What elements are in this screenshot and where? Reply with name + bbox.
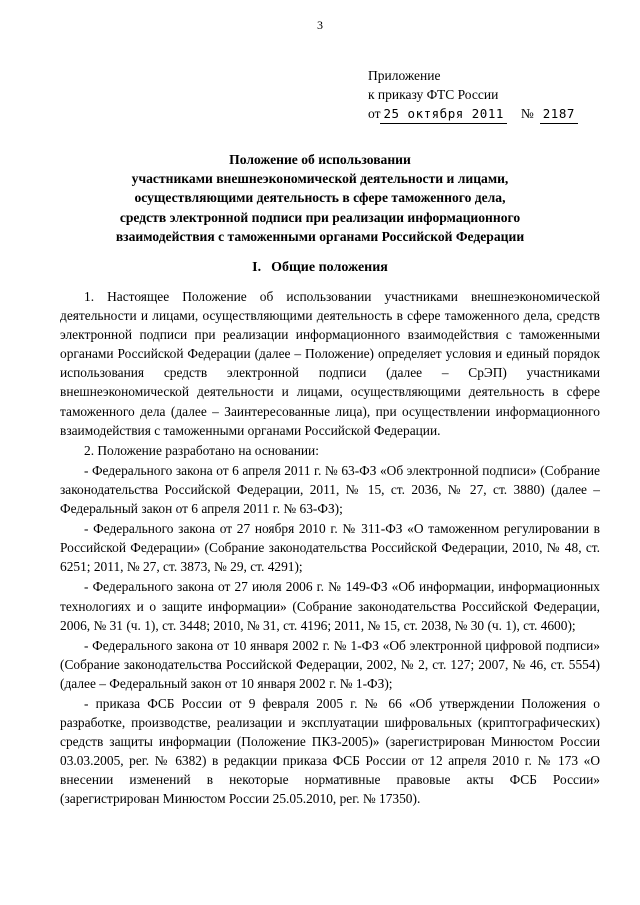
date-prefix: от: [368, 106, 381, 121]
title-line: осуществляющими деятельность в сфере таможенного дела,: [134, 190, 506, 206]
title-line: средств электронной подписи при реализации информационного: [119, 209, 521, 225]
list-item: - Федерального закона от 27 июля 2006 г. № 149-ФЗ «Об информации, информационных технологиях и о защите информации» (Собрание законодательства Российской Федерации, 2006, № 31 (ч. 1), ст. 3448; 2010, № 31, ст. 4196; 2011, № 15, ст. 2038, № 30 (ч. 1), ст. 4600);: [60, 579, 600, 633]
appendix-block: [368, 66, 578, 124]
section-title: Общие положения: [271, 260, 388, 275]
title-line: участниками внешнеэкономической деятельности и лицами,: [131, 171, 509, 187]
number-label: №: [520, 106, 534, 121]
page-number: 3: [317, 18, 323, 32]
order-number: 2187: [540, 104, 578, 124]
list-item: - Федерального закона от 6 апреля 2011 г. № 63-ФЗ «Об электронной подписи» (Собрание законодательства Российской Федерации, 2011, № 15, ст. 2036, № 27, ст. 3880) (далее – Федеральный закон от 6 апреля 2011 г. № 63-ФЗ);: [60, 462, 600, 517]
order-date: 25 октября 2011: [380, 104, 506, 124]
section-heading: [0, 260, 640, 276]
document-title: [80, 150, 560, 246]
paragraph: 2. Положение разработано на основании:: [84, 442, 319, 458]
body-text: [60, 287, 600, 809]
title-line: взаимодействия с таможенными органами Российской Федерации: [115, 228, 525, 244]
list-item: - Федерального закона от 27 ноября 2010 г. № 311-ФЗ «О таможенном регулировании в Российской Федерации» (Собрание законодательства Российской Федерации, 2010, № 48, ст. 6251; 2011, № 27, ст. 3873, № 29, ст. 4291);: [60, 521, 600, 575]
list-item: - приказа ФСБ России от 9 февраля 2005 г. № 66 «Об утверждении Положения о разработке, производстве, реализации и эксплуатации шифровальных (криптографических) средств защиты информации (Положение ПКЗ-2005)» (зарегистрирован Минюстом России 03.03.2005, рег. № 6382) в редакции приказа ФСБ России от 12 апреля 2010 г. № 173 «О внесении изменений в некоторые нормативные правовые акты ФСБ России» (зарегистрирован Минюстом России 25.05.2010, рег. № 17350).: [60, 695, 600, 807]
list-item: - Федерального закона от 10 января 2002 г. № 1-ФЗ «Об электронной цифровой подписи» (Собрание законодательства Российской Федерации, 2002, № 2, ст. 127; 2007, № 46, ст. 5554) (далее – Федеральный закон от 10 января 2002 г. № 1-ФЗ);: [60, 637, 600, 691]
appendix-date-line: [368, 104, 578, 124]
title-line: Положение об использовании: [229, 152, 411, 167]
appendix-order-ref: к приказу ФТС России: [368, 87, 499, 102]
paragraph: 1. Настоящее Положение об использовании участниками внешнеэкономической деятельности и лицами, осуществляющими деятельность в сфере таможенного дела, средств электронной подписи при реализации информационного взаимодействия с таможенными органами Российской Федерации (далее – Положение) определяет условия и единый порядок использования средств электронной подписи (далее – СрЭП) участниками внешнеэкономической деятельности и лицами, осуществляющими деятельность в сфере таможенного дела (далее – Заинтересованные лица), при осуществлении информационного взаимодействия с таможенными органами Российской Федерации.: [60, 289, 600, 438]
appendix-label: Приложение: [368, 68, 441, 83]
section-number: I.: [252, 260, 262, 275]
